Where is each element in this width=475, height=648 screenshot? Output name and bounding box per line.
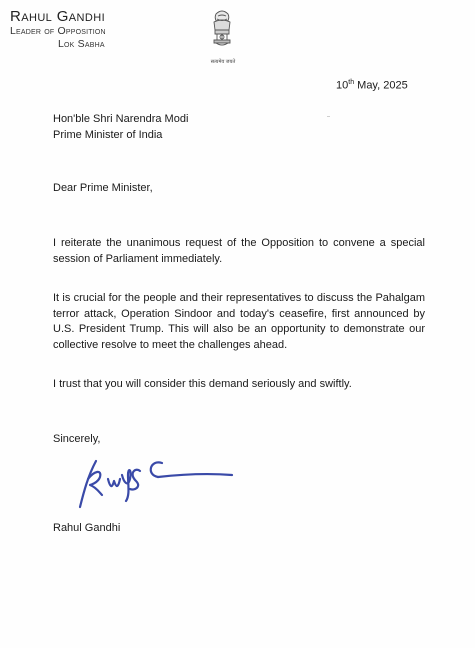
letterhead-name: Rahul Gandhi bbox=[10, 8, 106, 25]
salutation: Dear Prime Minister, bbox=[53, 182, 153, 194]
body-paragraph-3 bbox=[53, 377, 352, 393]
body-paragraph-2-text: It is crucial for the people and their representatives to discuss the Pahalgam terror attack, Operation Sindoor and today's ceasefire, first announced by U.S. President Trump. This will also be an opportunity to demonstrate our collective resolve to meet the challenges ahead. bbox=[53, 292, 425, 351]
addressee-title: Prime Minister of India bbox=[53, 128, 163, 141]
body-paragraph-1 bbox=[53, 236, 425, 267]
handwritten-signature bbox=[66, 451, 238, 511]
closing: Sincerely, bbox=[53, 433, 101, 445]
date-rest: May, 2025 bbox=[354, 79, 408, 92]
national-emblem-icon bbox=[206, 8, 238, 64]
letterhead bbox=[10, 9, 106, 49]
body-paragraph-1-text: I reiterate the unanimous request of the Opposition to convene a special session of Parliament immediately. bbox=[53, 237, 425, 265]
letter-date bbox=[336, 79, 408, 92]
addressee bbox=[53, 112, 188, 143]
body-paragraph-3-text: I trust that you will consider this demand seriously and swiftly. bbox=[53, 378, 352, 390]
date-day: 10 bbox=[336, 79, 349, 92]
date-suffix: th bbox=[348, 79, 355, 86]
letterhead-house: Lok Sabha bbox=[58, 37, 105, 50]
body-paragraph-2 bbox=[53, 291, 425, 353]
signer-name: Rahul Gandhi bbox=[53, 522, 121, 534]
paper-mark bbox=[327, 116, 330, 117]
letterhead-title: Leader of Opposition bbox=[10, 25, 106, 37]
addressee-name: Hon'ble Shri Narendra Modi bbox=[53, 113, 189, 125]
emblem-motto: सत्यमेव जयते bbox=[210, 59, 236, 65]
